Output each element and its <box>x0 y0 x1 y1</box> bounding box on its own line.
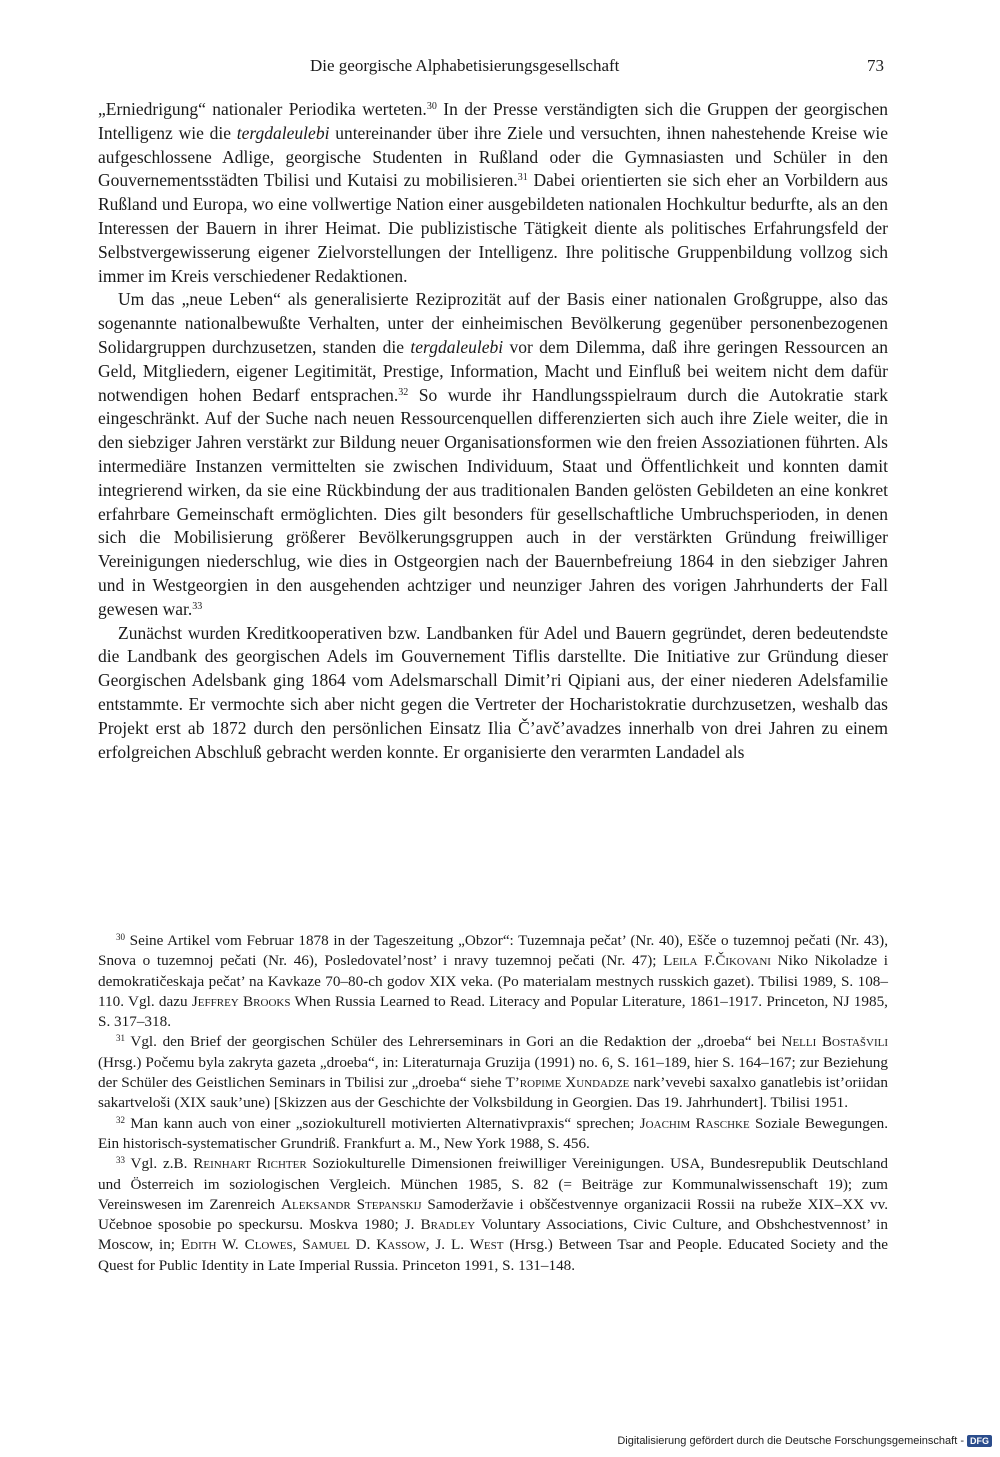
footnote-ref[interactable]: 31 <box>517 172 528 184</box>
digitization-credit <box>617 1435 992 1447</box>
running-title: Die georgische Alphabetisierungsgesellschaft <box>310 56 620 75</box>
footnote: $^{33}$ Vgl. z.B. Reinhart Richter Soziokulturelle Dimensionen freiwilliger Vereinigungen. USA, Bundesrepublik Deutschland und Österreich im soziologischen Vergleich. München 1985, S. 82 (= Beiträge zur Kommunalwissenschaft 19); zum Vereinswesen im Zarenreich Aleksandr Stepanskij Samoderžavie i obščestvennye organizacii Rossii na rubeže XIX–XX vv. Učebnoe sposobie po speckursu. Moskva 1980; J. Bradley Voluntary Associations, Civic Culture, and Obshchestvennost’ in Moscow, in; Edith W. Clowes, Samuel D. Kassow, J. L. West (Hrsg.) Between Tsar and People. Educated Society and the Quest for Public Identity in Late Imperial Russia. Princeton 1991, S. 131–148. <box>98 1155 889 1274</box>
footnote: $^{32}$ Man kann auch von einer „soziokulturell motivierten Alternativpraxis“ sprechen; Joachim Raschke Soziale Bewegungen. Ein historisch-systematischer Grundriß. Frankfurt a. M., New York 1988, S. 456. <box>98 1114 888 1152</box>
page-number: 73 <box>867 56 884 75</box>
footnote-ref[interactable]: 33 <box>192 600 203 612</box>
footnote: $^{30}$ Seine Artikel vom Februar 1878 in der Tageszeitung „Obzor“: Tuzemnaja pečat’ (Nr. 40), Ešče o tuzemnoj pečati (Nr. 43), Snova o tuzemnoj pečati (Nr. 46), Posledovatel’nost’ i nravy tuzemnoj pečati (Nr. 47); Leila F.Čikovani Niko Nikoladze i demokratičeskaja pečat’ na Kavkaze 70–80-ch godov XIX veka. (Po materialam mestnych russkich gazet). Tbilisi 1989, S. 108–110. Vgl. dazu Jeffrey Brooks When Russia Learned to Read. Literacy and Popular Literature, 1861–1917. Princeton, NJ 1985, S. 317–318. <box>98 932 888 1031</box>
paragraph: Zunächst wurden Kreditkooperativen bzw. Landbanken für Adel und Bauern gegründet, deren bedeutendste die Landbank des georgischen Adels im Gouvernement Tiflis darstellte. Die Initiative zur Gründung dieser Georgischen Adelsbank ging 1864 vom Adelsmarschall Dimit’ri Qipiani aus, der einer niederen Adelsfamilie entstammte. Er vermochte sich aber nicht gegen die Vertreter der Hocharistokratie durchzusetzen, weshalb das Projekt erst ab 1872 durch den persönlichen Einsatz Ilia Č’avč’avadzes innerhalb von drei Jahren zu einem erfolgreichen Abschluß gebracht werden konnte. Er organisierte den verarmten Landadel als <box>98 622 888 762</box>
dfg-logo-icon: DFG <box>967 1435 992 1447</box>
footnotes <box>98 931 888 1276</box>
footnote-ref[interactable]: 32 <box>398 386 409 398</box>
footnote: $^{31}$ Vgl. den Brief der georgischen Schüler des Lehrerseminars in Gori an die Redaktion der „droeba“ bei Nelli Bostašvili (Hrsg.) Počemu byla zakryta gazeta „droeba“, in: Literaturnaja Gruzija (1991) no. 6, S. 161–189, hier S. 164–167; zur Beziehung der Schüler des Geistlichen Seminars in Tbilisi zur „droeba“ siehe T’ropime Xundadze nark’vevebi saxalxo ganatlebis ist’oriidan sakartveloši (XIX sauk’une) [Skizzen aus der Geschichte der Volksbildung in Georgien. Das 19. Jahrhundert]. Tbilisi 1951. <box>98 1033 889 1112</box>
running-header <box>98 56 884 82</box>
paragraph: „Erniedrigung“ nationaler Periodika werteten.$^{30}$ In der Presse verständigten sich die Gruppen der georgischen Intelligenz wie die tergdaleulebi untereinander über ihre Ziele und versuchten, ihnen nahestehende Kreise wie aufgeschlossene Adlige, georgische Studenten in Rußland oder die Gymnasiasten und Schüler in den Gouvernementsstädten Tbilisi und Kutaisi zu mobilisieren.$^{31}$ Dabei orientierten sie sich eher an Vorbildern aus Rußland und Europa, wo eine vollwertige Nation einer ausgebildeten nationalen Hochkultur bedurfte, als an den Interessen der Bauern in ihrer Heimat. Die publizistische Tätigkeit diente als politisches Erfahrungsfeld der Selbstvergewisserung eigener Zielvorstellungen der Intelligenz. Ihre politische Gruppenbildung vollzog sich immer im Kreis verschiedener Redaktionen. <box>98 99 888 286</box>
main-text <box>98 98 888 764</box>
footnote-ref[interactable]: 30 <box>426 101 437 112</box>
paragraph: Um das „neue Leben“ als generalisierte Reziprozität auf der Basis einer nationalen Großgruppe, also das sogenannte nationalbewußte Verhalten, unter der einheimischen Bevölkerung gegenüber personenbezogenen Solidargruppen durchzusetzen, standen die tergdaleulebi vor dem Dilemma, daß ihre geringen Ressourcen an Geld, Mitgliedern, eigener Legitimität, Prestige, Information, Macht und Einfluß bei weitem nicht dem dafür notwendigen hohen Bedarf entsprachen.$^{32}$ So wurde ihr Handlungsspielraum durch die Autokratie stark eingeschränkt. Auf der Suche nach neuen Ressourcenquellen differenzierten sich auch ihre Ziele weiter, die in den siebziger Jahren verstärkt zur Bildung neuer Organisationsformen wie den freien Assoziationen führten. Als intermediäre Instanzen vermittelten sie zwischen Individuum, Staat und Öffentlichkeit und konnten damit integrierend wirken, da sie eine Rückbindung der aus traditionalen Banden gelösten Gebildeten an eine konkret erfahrbare Gemeinschaft ermöglichten. Dies gilt besonders für gesellschaftliche Umbruchsperioden, in denen sich die Mobilisierung größerer Bevölkerungsgruppen auch in der verstärkten Gründung freiwilliger Vereinigungen niederschlug, wie dies in Ostgeorgien nach der Bauernbefreiung 1864 in den siebziger Jahren und in Westgeorgien in den ausgehenden achtziger und neunziger Jahren des vorigen Jahrhunderts der Fall gewesen war.$^{33}$ <box>98 289 888 619</box>
credit-text: Digitalisierung gefördert durch die Deutsche Forschungsgemeinschaft - <box>617 1435 964 1447</box>
